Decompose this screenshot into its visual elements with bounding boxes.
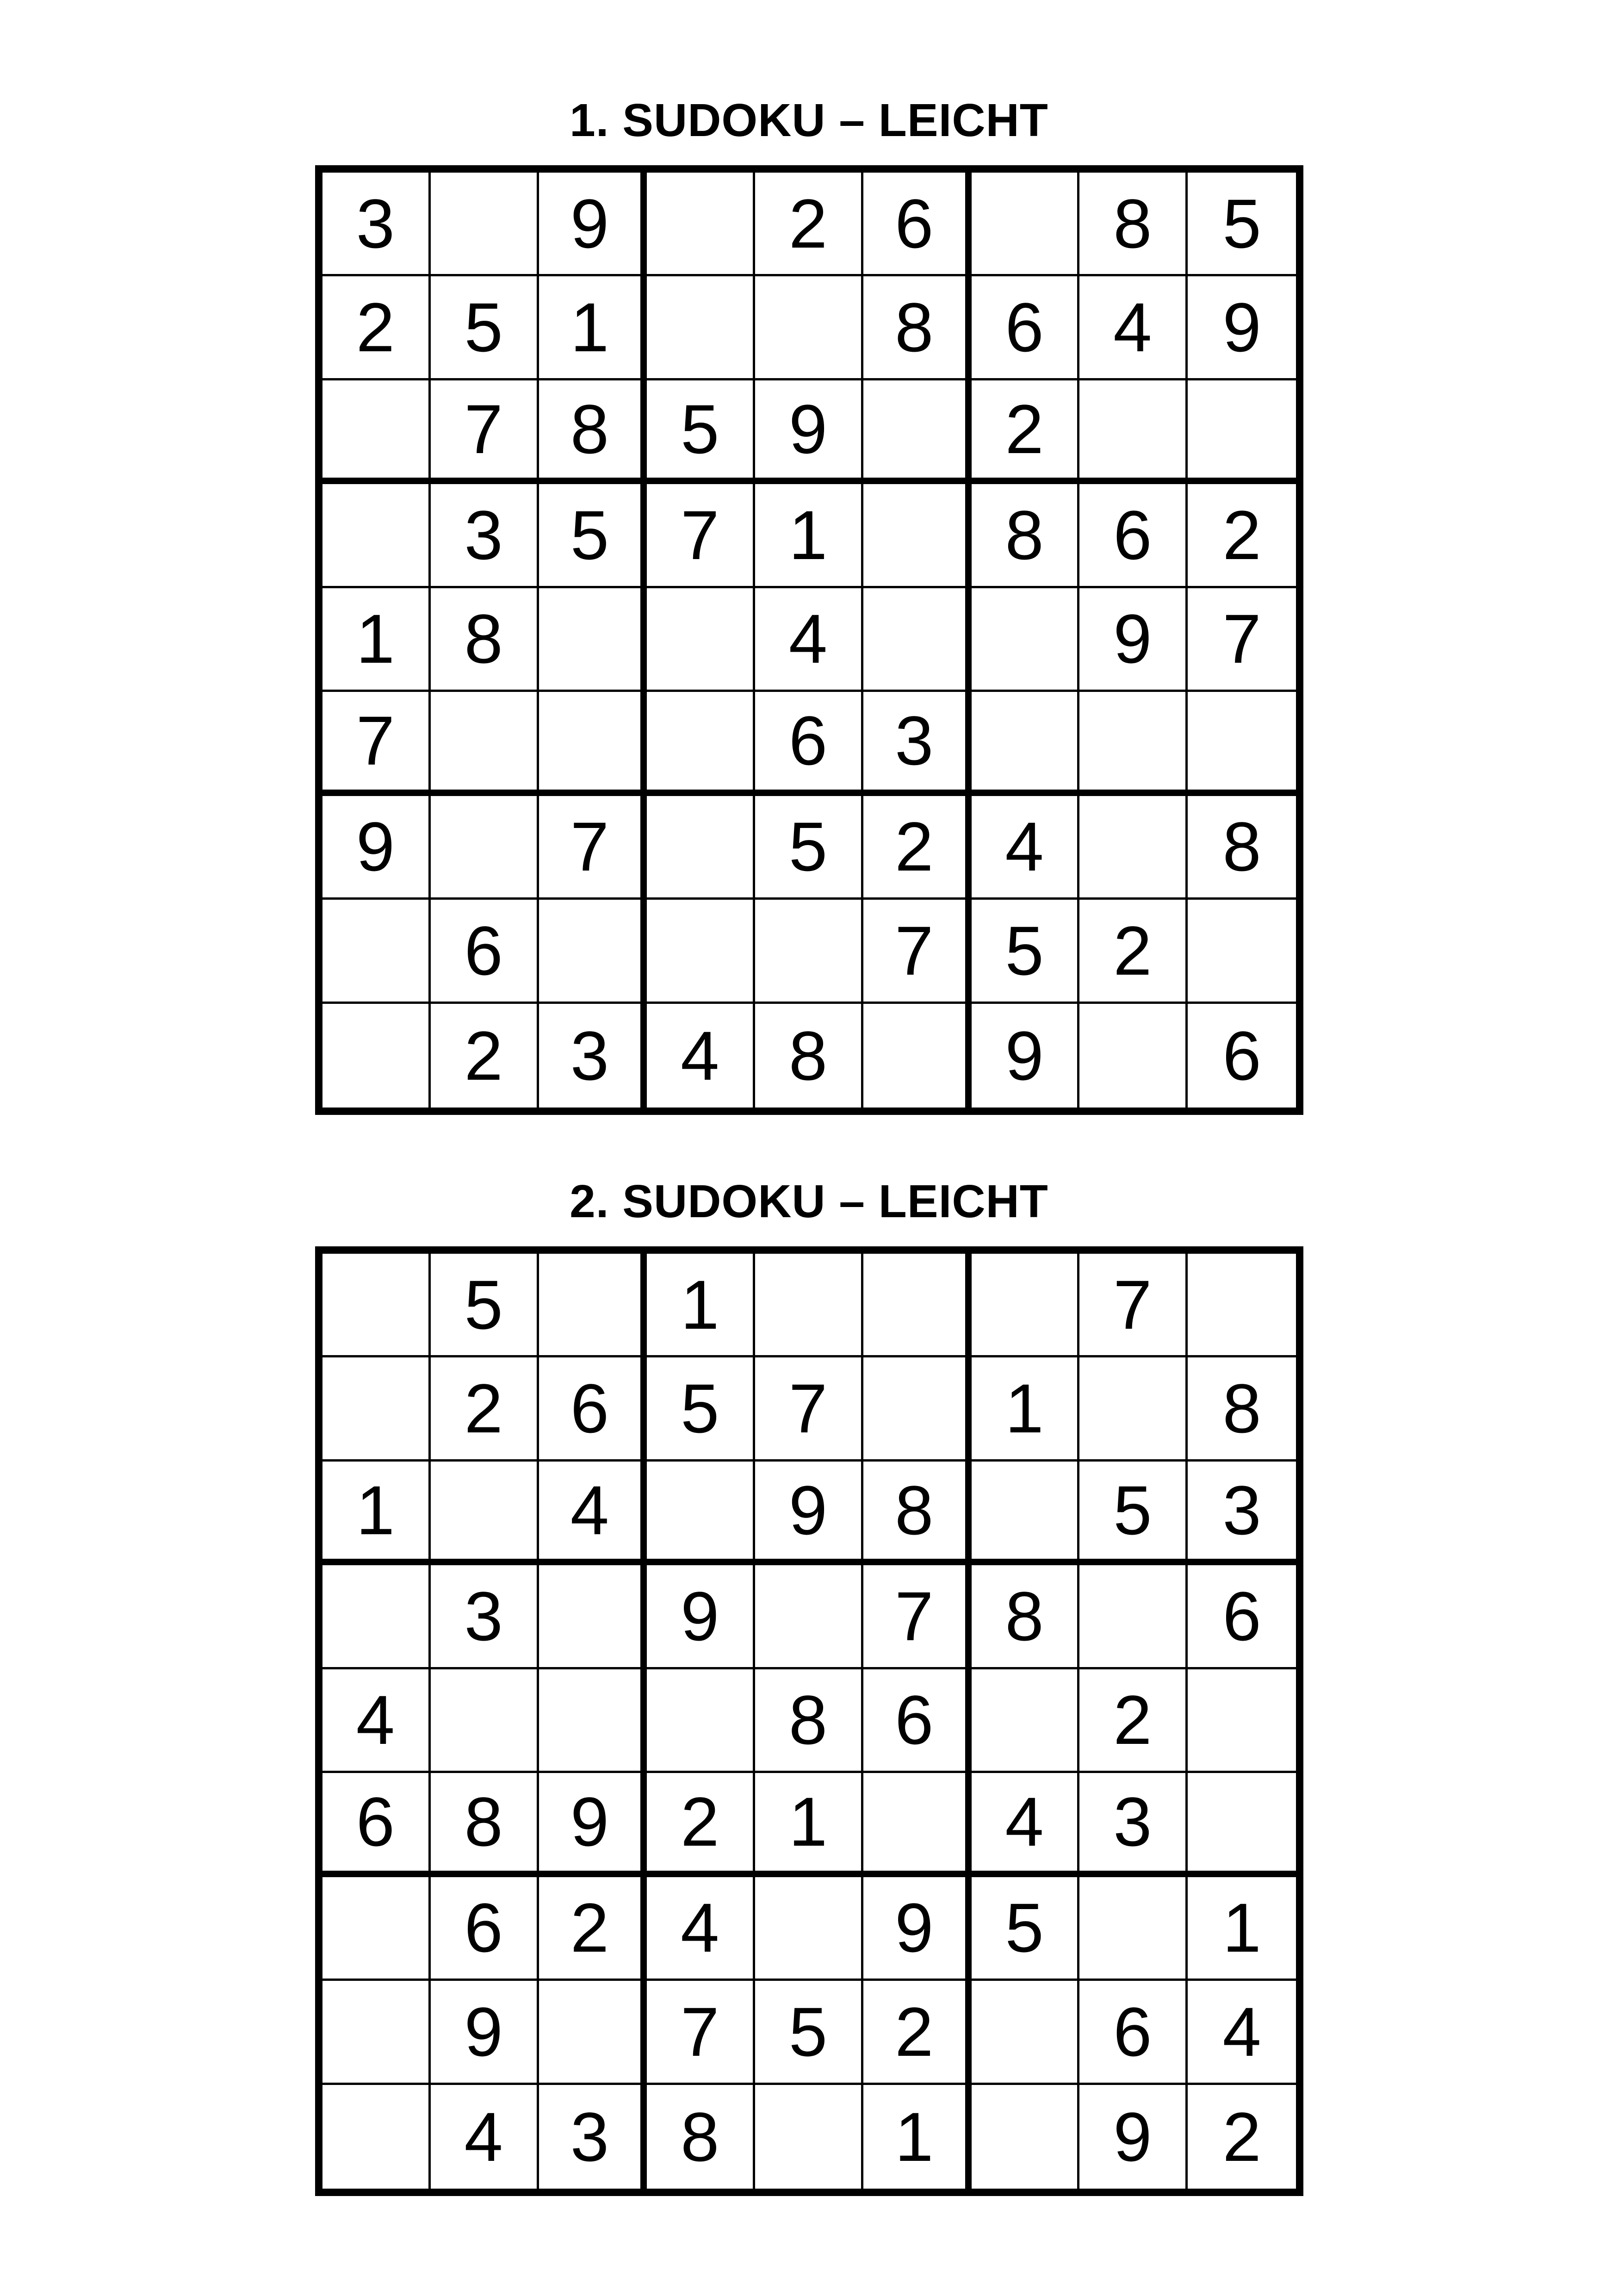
sudoku-cell[interactable]: 9 xyxy=(539,1773,647,1877)
sudoku-cell[interactable] xyxy=(863,1254,972,1357)
sudoku-cell[interactable] xyxy=(1079,380,1188,484)
sudoku-cell[interactable] xyxy=(322,1877,431,1981)
sudoku-cell[interactable]: 1 xyxy=(755,484,863,588)
sudoku-cell[interactable]: 9 xyxy=(647,1565,755,1669)
sudoku-cell[interactable] xyxy=(322,380,431,484)
puzzle-1-title: 1. SUDOKU – LEICHT xyxy=(570,94,1048,146)
sudoku-cell[interactable]: 4 xyxy=(539,1462,647,1565)
sudoku-cell[interactable]: 2 xyxy=(539,1877,647,1981)
sudoku-cell[interactable]: 5 xyxy=(647,380,755,484)
sudoku-cell[interactable]: 5 xyxy=(755,1981,863,2084)
sudoku-cell[interactable] xyxy=(322,1004,431,1108)
sudoku-cell[interactable]: 8 xyxy=(431,1773,539,1877)
sudoku-cell[interactable] xyxy=(647,692,755,796)
sudoku-cell[interactable]: 6 xyxy=(1079,484,1188,588)
sudoku-cell[interactable]: 9 xyxy=(1188,276,1296,380)
sudoku-cell[interactable]: 8 xyxy=(539,380,647,484)
sudoku-cell[interactable]: 3 xyxy=(863,692,972,796)
sudoku-cell[interactable]: 5 xyxy=(431,276,539,380)
sudoku-cell[interactable] xyxy=(863,1004,972,1108)
sudoku-cell[interactable] xyxy=(539,900,647,1003)
sudoku-cell[interactable]: 5 xyxy=(972,900,1080,1003)
sudoku-cell[interactable] xyxy=(1188,900,1296,1003)
sudoku-cell[interactable] xyxy=(647,588,755,692)
sudoku-cell[interactable] xyxy=(539,1669,647,1773)
sudoku-cell[interactable]: 4 xyxy=(322,1669,431,1773)
sudoku-cell[interactable] xyxy=(755,1565,863,1669)
sudoku-cell[interactable]: 8 xyxy=(755,1669,863,1773)
sudoku-cell[interactable]: 6 xyxy=(322,1773,431,1877)
sudoku-cell[interactable]: 2 xyxy=(863,796,972,900)
sudoku-cell[interactable] xyxy=(322,1357,431,1461)
sudoku-cell[interactable]: 8 xyxy=(972,484,1080,588)
sudoku-cell[interactable]: 2 xyxy=(322,276,431,380)
sudoku-cell[interactable] xyxy=(972,1669,1080,1773)
sudoku-cell[interactable]: 6 xyxy=(431,1877,539,1981)
sudoku-cell[interactable] xyxy=(972,173,1080,276)
sudoku-cell[interactable]: 4 xyxy=(972,1773,1080,1877)
sudoku-cell[interactable] xyxy=(972,1462,1080,1565)
sudoku-cell[interactable] xyxy=(322,1565,431,1669)
sudoku-cell[interactable] xyxy=(647,796,755,900)
sudoku-cell[interactable]: 7 xyxy=(431,380,539,484)
sudoku-grid-2 xyxy=(315,1246,1303,2196)
sudoku-cell[interactable] xyxy=(755,1254,863,1357)
sudoku-cell[interactable] xyxy=(1079,796,1188,900)
sudoku-cell[interactable] xyxy=(539,1981,647,2084)
sudoku-cell[interactable] xyxy=(1079,692,1188,796)
sudoku-cell[interactable]: 1 xyxy=(322,1462,431,1565)
sudoku-cell[interactable] xyxy=(1079,1004,1188,1108)
sudoku-cell[interactable]: 4 xyxy=(972,796,1080,900)
sudoku-cell[interactable]: 4 xyxy=(647,1004,755,1108)
sudoku-cell[interactable] xyxy=(972,588,1080,692)
sudoku-cell[interactable] xyxy=(755,900,863,1003)
sudoku-cell[interactable]: 5 xyxy=(647,1357,755,1461)
sudoku-cell[interactable]: 7 xyxy=(755,1357,863,1461)
sudoku-cell[interactable] xyxy=(755,276,863,380)
sudoku-cell[interactable] xyxy=(972,1981,1080,2084)
sudoku-cell[interactable]: 3 xyxy=(322,173,431,276)
sudoku-cell[interactable] xyxy=(431,692,539,796)
sudoku-cell[interactable]: 2 xyxy=(431,1357,539,1461)
sudoku-cell[interactable]: 1 xyxy=(647,1254,755,1357)
sudoku-grid-1 xyxy=(315,165,1303,1115)
sudoku-cell[interactable] xyxy=(539,588,647,692)
sudoku-cell[interactable]: 2 xyxy=(1188,484,1296,588)
sudoku-cell[interactable] xyxy=(322,1254,431,1357)
sudoku-cell[interactable]: 4 xyxy=(431,2085,539,2189)
sudoku-cell[interactable] xyxy=(322,900,431,1003)
sudoku-cell[interactable]: 6 xyxy=(431,900,539,1003)
sudoku-cell[interactable]: 6 xyxy=(863,1669,972,1773)
sudoku-cell[interactable] xyxy=(755,2085,863,2189)
sudoku-cell[interactable]: 8 xyxy=(1188,796,1296,900)
sudoku-cell[interactable]: 9 xyxy=(431,1981,539,2084)
sudoku-cell[interactable]: 1 xyxy=(322,588,431,692)
sudoku-cell[interactable]: 1 xyxy=(972,1357,1080,1461)
sudoku-cell[interactable]: 7 xyxy=(863,1565,972,1669)
sudoku-cell[interactable]: 1 xyxy=(1188,1877,1296,1981)
sudoku-cell[interactable]: 9 xyxy=(539,173,647,276)
sudoku-cell[interactable] xyxy=(431,1462,539,1565)
sudoku-cell[interactable]: 8 xyxy=(647,2085,755,2189)
sudoku-cell[interactable] xyxy=(863,1773,972,1877)
sudoku-cell[interactable]: 9 xyxy=(972,1004,1080,1108)
sudoku-cell[interactable] xyxy=(863,1357,972,1461)
sudoku-cell[interactable]: 5 xyxy=(972,1877,1080,1981)
sudoku-cell[interactable]: 3 xyxy=(539,1004,647,1108)
sudoku-cell[interactable]: 6 xyxy=(539,1357,647,1461)
sudoku-cell[interactable]: 6 xyxy=(863,173,972,276)
sudoku-cell[interactable]: 1 xyxy=(863,2085,972,2189)
sudoku-cell[interactable]: 8 xyxy=(755,1004,863,1108)
sudoku-cell[interactable]: 7 xyxy=(322,692,431,796)
sudoku-cell[interactable]: 2 xyxy=(1222,2097,1261,2176)
sudoku-cell[interactable] xyxy=(1188,692,1296,796)
sudoku-cell[interactable] xyxy=(1079,1877,1188,1981)
sudoku-cell[interactable]: 6 xyxy=(1188,1565,1296,1669)
sudoku-cell[interactable]: 6 xyxy=(972,276,1080,380)
sudoku-cell[interactable] xyxy=(322,1981,431,2084)
sudoku-cell[interactable]: 4 xyxy=(755,588,863,692)
sudoku-cell[interactable]: 9 xyxy=(322,796,431,900)
sudoku-cell[interactable] xyxy=(863,484,972,588)
sudoku-cell[interactable] xyxy=(539,1565,647,1669)
sudoku-cell[interactable]: 5 xyxy=(1188,173,1296,276)
sudoku-cell[interactable]: 5 xyxy=(755,796,863,900)
sudoku-cell[interactable] xyxy=(431,1669,539,1773)
puzzle-2-title: 2. SUDOKU – LEICHT xyxy=(570,1176,1048,1227)
sudoku-cell[interactable]: 8 xyxy=(1079,173,1188,276)
sudoku-cell[interactable]: 7 xyxy=(1188,588,1296,692)
sudoku-cell[interactable]: 4 xyxy=(1079,276,1188,380)
sudoku-cell[interactable]: 6 xyxy=(755,692,863,796)
sudoku-cell[interactable]: 9 xyxy=(755,380,863,484)
sudoku-cell[interactable] xyxy=(972,1254,1080,1357)
sudoku-cell[interactable]: 2 xyxy=(972,380,1080,484)
sudoku-cell[interactable]: 2 xyxy=(1079,1669,1188,1773)
sudoku-cell[interactable]: 2 xyxy=(431,1004,539,1108)
sudoku-cell[interactable]: 3 xyxy=(431,484,539,588)
sudoku-cell[interactable]: 5 xyxy=(539,484,647,588)
sudoku-cell[interactable] xyxy=(647,1669,755,1773)
sudoku-cell[interactable] xyxy=(1188,1669,1296,1773)
sudoku-cell[interactable] xyxy=(755,1877,863,1981)
sudoku-cell[interactable] xyxy=(863,588,972,692)
sudoku-cell[interactable]: 2 xyxy=(1079,900,1188,1003)
sudoku-cell[interactable]: 2 xyxy=(755,173,863,276)
sudoku-cell[interactable] xyxy=(322,2085,431,2189)
sudoku-cell[interactable]: 9 xyxy=(755,1462,863,1565)
sudoku-cell[interactable]: 7 xyxy=(1079,1254,1188,1357)
sudoku-cell[interactable] xyxy=(972,692,1080,796)
sudoku-cell[interactable]: 2 xyxy=(863,1981,972,2084)
sudoku-cell[interactable] xyxy=(539,692,647,796)
sudoku-cell[interactable]: 8 xyxy=(863,276,972,380)
sudoku-cell[interactable] xyxy=(863,380,972,484)
sudoku-cell[interactable]: 3 xyxy=(1079,1773,1188,1877)
sudoku-cell[interactable]: 9 xyxy=(863,1877,972,1981)
sudoku-cell[interactable]: 8 xyxy=(431,588,539,692)
sudoku-cell[interactable]: 6 xyxy=(1079,1981,1188,2084)
sudoku-cell[interactable]: 3 xyxy=(539,2085,647,2189)
sudoku-cell[interactable] xyxy=(1188,1773,1296,1877)
sudoku-cell[interactable]: 1 xyxy=(539,276,647,380)
sudoku-cell[interactable] xyxy=(539,1254,647,1357)
sudoku-cell[interactable]: 9 xyxy=(1079,2085,1188,2189)
sudoku-cell[interactable]: 7 xyxy=(539,796,647,900)
sudoku-cell[interactable]: 3 xyxy=(1188,1462,1296,1565)
sudoku-cell[interactable]: 5 xyxy=(431,1254,539,1357)
sudoku-cell[interactable] xyxy=(1079,1357,1188,1461)
sudoku-cell[interactable]: 8 xyxy=(1188,1357,1296,1461)
sudoku-cell[interactable]: 5 xyxy=(1079,1462,1188,1565)
sudoku-cell[interactable]: 8 xyxy=(863,1462,972,1565)
sudoku-cell[interactable] xyxy=(972,2085,1080,2189)
sudoku-cell[interactable] xyxy=(1188,1254,1296,1357)
sudoku-cell[interactable] xyxy=(431,173,539,276)
sudoku-cell[interactable] xyxy=(1079,1565,1188,1669)
sudoku-cell[interactable]: 8 xyxy=(972,1565,1080,1669)
sudoku-cell[interactable] xyxy=(647,173,755,276)
sudoku-cell[interactable] xyxy=(322,484,431,588)
sudoku-cell[interactable]: 6 xyxy=(1222,1016,1261,1095)
sudoku-cell[interactable]: 4 xyxy=(1188,1981,1296,2084)
sudoku-cell[interactable]: 3 xyxy=(431,1565,539,1669)
sudoku-cell[interactable]: 1 xyxy=(755,1773,863,1877)
sudoku-cell[interactable]: 4 xyxy=(647,1877,755,1981)
sudoku-cell[interactable]: 9 xyxy=(1079,588,1188,692)
sudoku-cell[interactable] xyxy=(431,796,539,900)
sudoku-cell[interactable]: 2 xyxy=(647,1773,755,1877)
sudoku-cell[interactable] xyxy=(647,900,755,1003)
sudoku-cell[interactable]: 7 xyxy=(863,900,972,1003)
sudoku-cell[interactable] xyxy=(647,1462,755,1565)
sudoku-cell[interactable] xyxy=(1188,380,1296,484)
sudoku-cell[interactable]: 7 xyxy=(647,1981,755,2084)
sudoku-cell[interactable]: 7 xyxy=(647,484,755,588)
sudoku-cell[interactable] xyxy=(647,276,755,380)
